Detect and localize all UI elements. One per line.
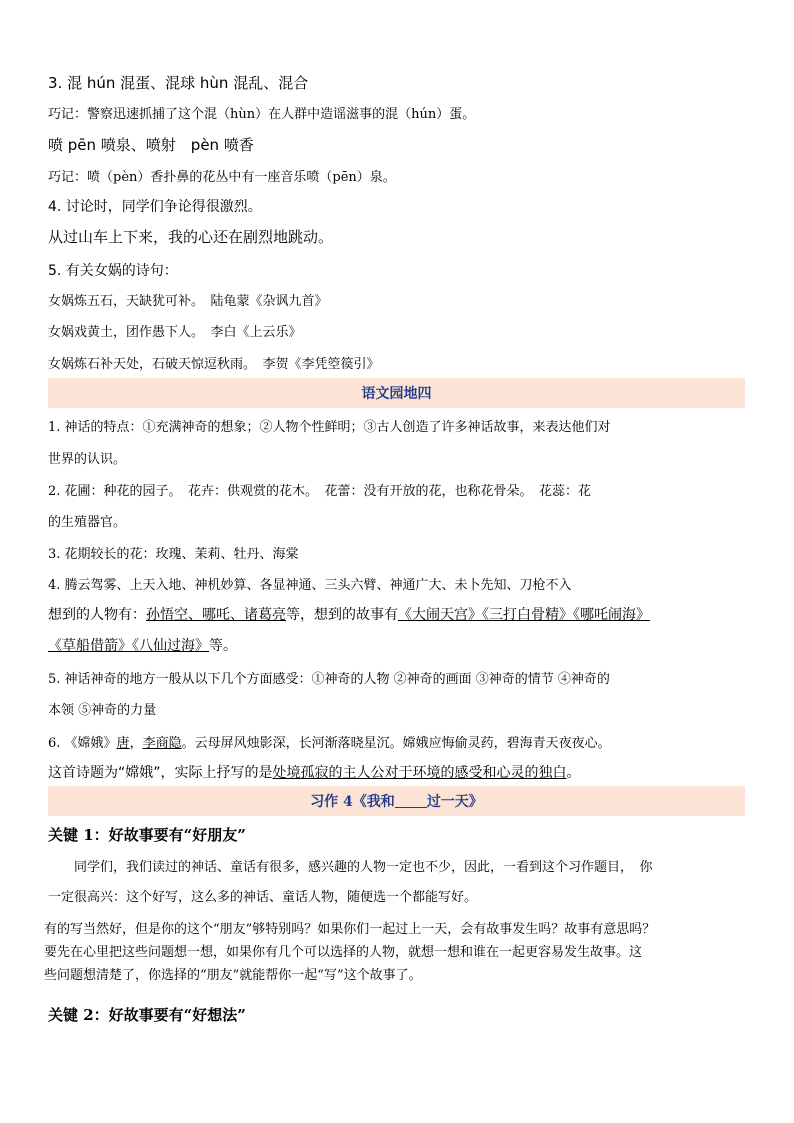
text-line: 女娲炼五石，天缺犹可补。 陆龟蒙《杂讽九首》 <box>48 294 328 309</box>
text-span: 想到的人物有： <box>48 607 146 623</box>
story-list: 《草船借箭》《八仙过海》 <box>48 638 209 654</box>
title-part: 过一天》 <box>426 794 483 810</box>
key-heading: 关键 1：好故事要有“好朋友” <box>48 826 246 844</box>
text-line: 5. 神话神奇的地方一般从以下几个方面感受：①神奇的人物 ②神奇的画面 ③神奇的情节 ④神奇的 <box>48 672 610 687</box>
title-part: 习作 4《我和 <box>310 794 395 810</box>
story-list: 《大闹天宫》《三打白骨精》《哪吒闹海》 <box>398 607 650 623</box>
text-line: 世界的认识。 <box>48 452 127 467</box>
section-title: 语文园地四 <box>361 386 432 402</box>
text-line: 巧记：喷（pèn）香扑鼻的花丛中有一座音乐喷（pēn）泉。 <box>48 170 396 185</box>
text-line: 1. 神话的特点：①充满神奇的想象；②人物个性鲜明；③古人创造了许多神话故事，来表达他们对 <box>48 420 611 435</box>
title-blank <box>395 793 427 808</box>
text-span: 。 <box>566 765 581 781</box>
text-line: 些问题想清楚了，你选择的“朋友”就能帮你一起“写”这个故事了。 <box>44 968 422 983</box>
text-line: 5. 有关女娲的诗句： <box>48 263 178 279</box>
text-line: 3. 花期较长的花：玫瑰、茉莉、牡丹、海棠 <box>48 547 299 562</box>
text-line <box>48 635 237 655</box>
text-line: 本领 ⑤神奇的力量 <box>48 703 157 718</box>
poem-dynasty: 唐 <box>116 736 130 751</box>
text-span: 等，想到的故事有 <box>286 607 398 623</box>
text-line <box>48 604 650 624</box>
text-line <box>48 732 611 751</box>
text-line: 巧记：警察迅速抓捕了这个混（hùn）在人群中造谣滋事的混（hún）蛋。 <box>48 107 476 122</box>
text-line: 要先在心里把这些问题想一想，如果你有几个可以选择的人物，就想一想和谁在一起更容易发生故事。这 <box>44 945 643 960</box>
section-header <box>48 378 745 408</box>
text-line: 3. 混 hún 混蛋、混球 hùn 混乱、混合 <box>48 74 309 92</box>
text-line: 有的写当然好，但是你的这个“朋友”够特别吗？如果你们一起过上一天，会有故事发生吗？故事有意思吗？ <box>44 922 656 937</box>
people-list: 孙悟空、哪吒、诸葛亮 <box>146 607 286 623</box>
text-line: 女娲炼石补天处，石破天惊逗秋雨。 李贺《李凭箜篌引》 <box>48 357 380 372</box>
section-header <box>48 786 745 816</box>
section-title <box>310 791 483 811</box>
poem-author: 李商隐 <box>142 736 182 751</box>
text-line: 女娲戏黄土，团作愚下人。 李白《上云乐》 <box>48 325 302 340</box>
text-line: 的生殖器官。 <box>48 515 127 530</box>
text-line: 从过山车上下来，我的心还在剧烈地跳动。 <box>48 228 334 246</box>
text-line <box>48 762 581 782</box>
key-heading: 关键 2：好故事要有“好想法” <box>48 1006 246 1024</box>
text-line: 喷 pēn 喷泉、喷射 pèn 喷香 <box>48 136 254 154</box>
text-line: 一定很高兴：这个好写，这么多的神话、童话人物，随便选一个都能写好。 <box>48 890 478 905</box>
poem-text: 。云母屏风烛影深，长河渐落晓星沉。嫦娥应悔偷灵药，碧海青天夜夜心。 <box>181 736 611 751</box>
text-line: 4. 讨论时，同学们争论得很激烈。 <box>48 199 262 215</box>
text-span: ， <box>129 736 143 751</box>
text-line: 4. 腾云驾雾、上天入地、神机妙算、各显神通、三头六臂、神通广大、未卜先知、刀枪不入 <box>48 578 572 593</box>
text-line: 同学们，我们读过的神话、童话有很多，感兴趣的人物一定也不少，因此，一看到这个习作题目， 你 <box>48 860 653 875</box>
underlined-phrase: 处境孤寂的主人公对于环境的感受和心灵的独白 <box>272 765 567 781</box>
text-line: 2. 花圃：种花的园子。 花卉：供观赏的花木。 花蕾：没有开放的花，也称花骨朵。 花蕊：花 <box>48 484 592 499</box>
text-span: 6. 《嫦娥》 <box>48 736 117 751</box>
text-span: 等。 <box>209 638 237 654</box>
text-span: 这首诗题为“嫦娥”，实际上抒写的是 <box>48 765 273 781</box>
